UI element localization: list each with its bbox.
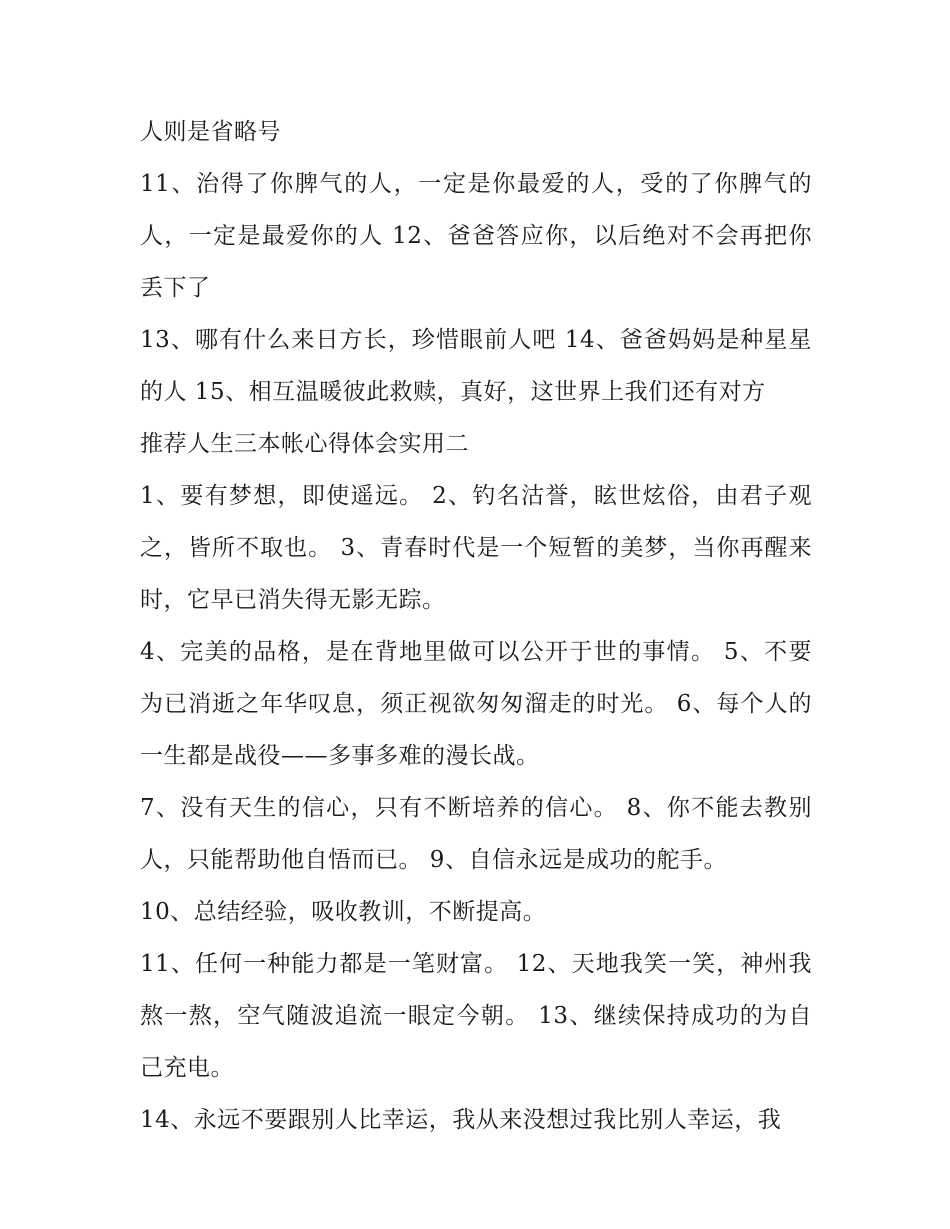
paragraph: 11、治得了你脾气的人，一定是你最爱的人，受的了你脾气的人，一定是最爱你的人 12、爸爸答应你，以后绝对不会再把你丢下了 <box>140 171 812 301</box>
paragraph: 1、要有梦想，即使遥远。 2、钓名沽誉，眩世炫俗，由君子观之，皆所不取也。 3、青春时代是一个短暂的美梦，当你再醒来时，它早已消失得无影无踪。 <box>140 483 812 613</box>
paragraph: 13、哪有什么来日方长，珍惜眼前人吧 14、爸爸妈妈是种星星的人 15、相互温暖彼此救赎，真好，这世界上我们还有对方 <box>140 327 812 405</box>
paragraph: 7、没有天生的信心，只有不断培养的信心。 8、你不能去教别人，只能帮助他自悟而已。 9、自信永远是成功的舵手。 <box>140 795 812 873</box>
section-heading: 推荐人生三本帐心得体会实用二 <box>140 431 469 457</box>
paragraph: 11、任何一种能力都是一笔财富。 12、天地我笑一笑，神州我熬一熬，空气随波追流一眼定今朝。 13、继续保持成功的为自己充电。 <box>140 951 812 1081</box>
paragraph: 14、永远不要跟别人比幸运，我从来没想过我比别人幸运，我 <box>140 1107 782 1133</box>
document-body <box>140 106 812 1146</box>
paragraph: 人则是省略号 <box>140 119 281 145</box>
paragraph: 10、总结经验，吸收教训，不断提高。 <box>140 899 547 925</box>
paragraph: 4、完美的品格，是在背地里做可以公开于世的事情。 5、不要为已消逝之年华叹息，须正视欲匆匆溜走的时光。 6、每个人的一生都是战役——多事多难的漫长战。 <box>140 639 812 769</box>
